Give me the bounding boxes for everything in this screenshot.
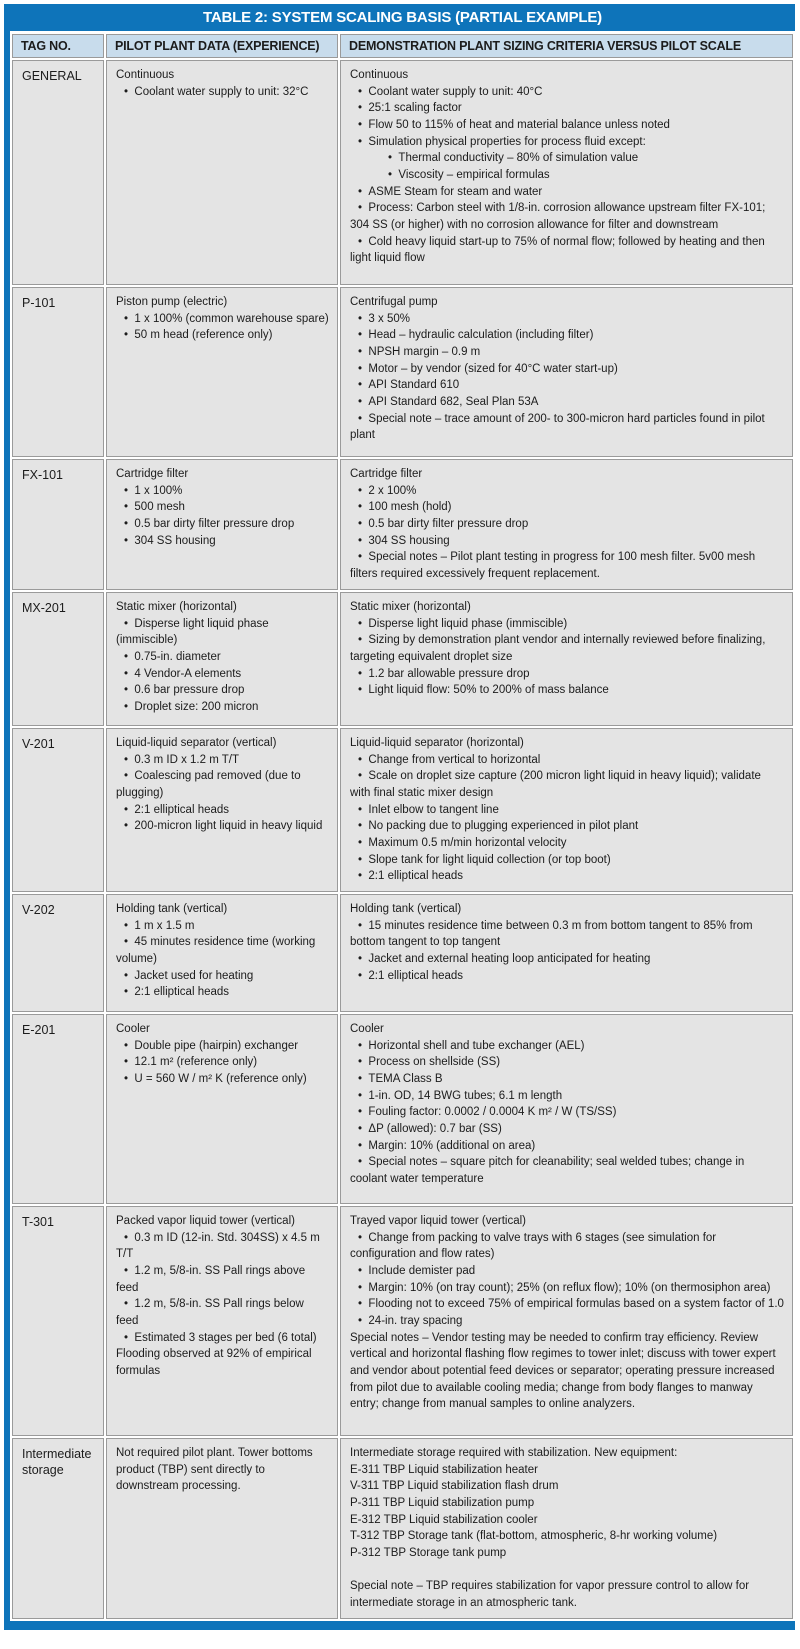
bullet-item: • Special notes – square pitch for cleanability; seal welded tubes; change in coolant water temperature <box>350 1156 745 1186</box>
bullet-item: • Special notes – Pilot plant testing in progress for 100 mesh filter. 5v00 mesh filters required excessively frequent replacement. <box>350 551 756 581</box>
sub-bullet-item: • Thermal conductivity – 80% of simulation value <box>388 152 639 165</box>
tag-cell: FX-101 <box>12 459 104 590</box>
pilot-cell <box>106 459 338 590</box>
table-row <box>12 1438 793 1619</box>
bullet-item: • Fouling factor: 0.0002 / 0.0004 K m² / W (TS/SS) <box>358 1106 617 1119</box>
bullet-item: • Margin: 10% (on tray count); 25% (on reflux flow); 10% (on thermosiphon area) <box>358 1281 771 1294</box>
bullet-item: • 304 SS housing <box>124 534 216 547</box>
bullet-item: • 0.75-in. diameter <box>124 651 221 664</box>
pilot-cell <box>106 287 338 457</box>
bullet-item: • 24-in. tray spacing <box>358 1315 463 1328</box>
bullet-item: • Coolant water supply to unit: 32°C <box>124 85 309 98</box>
bullet-item: • 500 mesh <box>124 501 185 514</box>
bullet-item: • Process on shellside (SS) <box>358 1056 501 1069</box>
demo-cell <box>340 592 793 726</box>
bullet-item: • ΔP (allowed): 0.7 bar (SS) <box>358 1123 502 1136</box>
text-line: Holding tank (vertical) <box>350 903 462 916</box>
table-frame <box>4 4 795 1630</box>
text-line: Packed vapor liquid tower (vertical) <box>116 1215 295 1228</box>
bullet-item: • 0.6 bar pressure drop <box>124 684 245 697</box>
text-line: Continuous <box>350 69 409 81</box>
bullet-item: • No packing due to plugging experienced in pilot plant <box>358 820 639 833</box>
table-row <box>12 1014 793 1204</box>
bullet-item: • 50 m head (reference only) <box>124 329 273 342</box>
text-line: Cartridge filter <box>350 468 423 480</box>
text-line: Special note – TBP requires stabilization for vapor pressure control to allow for intermediate storage in an atmospheric tank. <box>350 1580 750 1610</box>
bullet-item: • Horizontal shell and tube exchanger (AEL) <box>358 1039 585 1052</box>
demo-cell <box>340 1014 793 1204</box>
col-header-tag-no: TAG NO. <box>12 34 104 58</box>
text-line: Cooler <box>116 1023 150 1036</box>
tag-cell: E-201 <box>12 1014 104 1204</box>
header-row <box>12 34 793 58</box>
bullet-item: • Slope tank for light liquid collection (or top boot) <box>358 853 611 866</box>
tag-cell: P-101 <box>12 287 104 457</box>
bullet-item: • Inlet elbow to tangent line <box>358 803 499 816</box>
table-row <box>12 459 793 590</box>
bullet-item: • 0.5 bar dirty filter pressure drop <box>358 518 529 531</box>
pilot-cell <box>106 1206 338 1436</box>
bullet-item: • 304 SS housing <box>358 534 450 547</box>
col-header-pilot-plant-data: PILOT PLANT DATA (EXPERIENCE) <box>106 34 338 58</box>
tag-cell: V-202 <box>12 894 104 1012</box>
bullet-item: • 100 mesh (hold) <box>358 501 452 514</box>
text-line: Centrifugal pump <box>350 296 438 308</box>
table-title: TABLE 2: SYSTEM SCALING BASIS (PARTIAL EXAMPLE) <box>10 4 795 31</box>
bullet-item: • Disperse light liquid phase (immiscible) <box>116 617 269 647</box>
pilot-cell <box>106 1014 338 1204</box>
bullet-item: • API Standard 610 <box>358 379 460 392</box>
text-line: P-312 TBP Storage tank pump <box>350 1547 507 1560</box>
pilot-cell <box>106 728 338 892</box>
bullet-item: • Double pipe (hairpin) exchanger <box>124 1039 299 1052</box>
bullet-item: • Maximum 0.5 m/min horizontal velocity <box>358 837 567 850</box>
text-line: Trayed vapor liquid tower (vertical) <box>350 1215 526 1228</box>
text-line: Liquid-liquid separator (vertical) <box>116 737 277 749</box>
table-row <box>12 287 793 457</box>
table-body <box>12 60 793 1619</box>
scaling-basis-table <box>10 32 795 1621</box>
bullet-item: • Scale on droplet size capture (200 micron light liquid in heavy liquid); validate with final static mixer design <box>350 770 761 800</box>
tag-cell: MX-201 <box>12 592 104 726</box>
bullet-item: • 1 m x 1.5 m <box>124 919 195 932</box>
bullet-item: • 15 minutes residence time between 0.3 m from bottom tangent to 85% from bottom tangent to top tangent <box>350 919 753 949</box>
bullet-item: • 2:1 elliptical heads <box>358 870 464 883</box>
text-line: Not required pilot plant. Tower bottoms product (TBP) sent directly to downstream processing. <box>116 1447 313 1493</box>
bullet-item: • Margin: 10% (additional on area) <box>358 1139 536 1152</box>
tag-cell: V-201 <box>12 728 104 892</box>
demo-cell <box>340 728 793 892</box>
tag-cell: T-301 <box>12 1206 104 1436</box>
text-line: P-311 TBP Liquid stabilization pump <box>350 1497 535 1510</box>
bullet-item: • 1.2 m, 5/8-in. SS Pall rings above feed <box>116 1265 306 1294</box>
text-line: T-312 TBP Storage tank (flat-bottom, atmospheric, 8-hr working volume) <box>350 1530 718 1543</box>
text-line: Static mixer (horizontal) <box>116 601 237 613</box>
demo-cell <box>340 287 793 457</box>
pilot-cell <box>106 894 338 1012</box>
text-line: Intermediate storage required with stabilization. New equipment: <box>350 1447 678 1460</box>
bullet-item: • Light liquid flow: 50% to 200% of mass balance <box>358 684 609 697</box>
bullet-item: • Jacket and external heating loop anticipated for heating <box>358 953 651 966</box>
tag-cell: GENERAL <box>12 60 104 285</box>
demo-cell <box>340 459 793 590</box>
bullet-item: • Flow 50 to 115% of heat and material balance unless noted <box>358 119 670 132</box>
demo-cell <box>340 60 793 285</box>
bullet-item: • Flooding not to exceed 75% of empirical formulas based on a system factor of 1.0 <box>358 1298 784 1311</box>
bullet-item: • ASME Steam for steam and water <box>358 185 543 198</box>
text-line <box>350 1562 784 1579</box>
bullet-item: • 3 x 50% <box>358 312 410 325</box>
demo-cell <box>340 1206 793 1436</box>
table-row <box>12 592 793 726</box>
text-line: E-311 TBP Liquid stabilization heater <box>350 1463 538 1476</box>
demo-cell <box>340 894 793 1012</box>
bullet-item: • Droplet size: 200 micron <box>124 701 259 714</box>
table-row <box>12 728 793 892</box>
text-line: E-312 TBP Liquid stabilization cooler <box>350 1513 538 1526</box>
bullet-item: • 1.2 bar allowable pressure drop <box>358 667 530 680</box>
text-line: Flooding observed at 92% of empirical formulas <box>116 1348 312 1378</box>
bullet-item: • 2 x 100% <box>358 484 417 497</box>
text-line: V-311 TBP Liquid stabilization flash drum <box>350 1480 559 1493</box>
pilot-cell <box>106 592 338 726</box>
bullet-item: • Disperse light liquid phase (immiscible) <box>358 617 568 630</box>
bullet-item: • 12.1 m² (reference only) <box>124 1056 258 1069</box>
text-line: Special notes – Vendor testing may be needed to confirm tray efficiency. Review vertical and horizontal flashing flow regimes to tower inlet; discuss with tower expert and vendor about potential feed devices or separator; operating pressure increased from pilot due to available cooling media; change from body flanges to manway entry; change from manual samples to online analyzers. <box>350 1331 776 1411</box>
bullet-item: • 0.5 bar dirty filter pressure drop <box>124 518 295 531</box>
bullet-item: • 2:1 elliptical heads <box>124 986 230 999</box>
bullet-item: • U = 560 W / m² K (reference only) <box>124 1073 307 1086</box>
bullet-item: • 2:1 elliptical heads <box>124 803 230 816</box>
text-line: Cartridge filter <box>116 468 189 480</box>
bullet-item: • Coalescing pad removed (due to plugging) <box>116 770 301 800</box>
bullet-item: • Special note – trace amount of 200- to 300-micron hard particles found in pilot plant <box>350 412 765 442</box>
text-line: Static mixer (horizontal) <box>350 601 471 613</box>
bullet-item: • 2:1 elliptical heads <box>358 969 464 982</box>
bullet-item: • Jacket used for heating <box>124 969 254 982</box>
bullet-item: • Include demister pad <box>358 1265 476 1278</box>
bullet-item: • 1-in. OD, 14 BWG tubes; 6.1 m length <box>358 1089 563 1102</box>
bullet-item: • 4 Vendor-A elements <box>124 667 242 680</box>
bullet-item: • Motor – by vendor (sized for 40°C water start-up) <box>358 362 618 375</box>
bullet-item: • 1 x 100% <box>124 484 183 497</box>
table-row <box>12 894 793 1012</box>
tag-cell: Intermediate storage <box>12 1438 104 1619</box>
table-row <box>12 1206 793 1436</box>
demo-cell <box>340 1438 793 1619</box>
bullet-item: • 25:1 scaling factor <box>358 102 462 115</box>
bullet-item: • NPSH margin – 0.9 m <box>358 346 481 359</box>
bullet-item: • 0.3 m ID x 1.2 m T/T <box>124 753 240 766</box>
text-line: Piston pump (electric) <box>116 296 228 308</box>
bullet-item: • Coolant water supply to unit: 40°C <box>358 85 543 98</box>
table-row <box>12 60 793 285</box>
pilot-cell <box>106 60 338 285</box>
pilot-cell <box>106 1438 338 1619</box>
text-line: Liquid-liquid separator (horizontal) <box>350 737 524 749</box>
bullet-item: • 0.3 m ID (12-in. Std. 304SS) x 4.5 m T/T <box>116 1231 320 1261</box>
text-line: Continuous <box>116 69 175 81</box>
bullet-item: • Simulation physical properties for process fluid except: <box>358 135 646 148</box>
bullet-item: • Change from vertical to horizontal <box>358 753 541 766</box>
bullet-item: • 1 x 100% (common warehouse spare) <box>124 312 329 325</box>
sub-bullet-item: • Viscosity – empirical formulas <box>388 169 550 182</box>
bullet-item: • 1.2 m, 5/8-in. SS Pall rings below feed <box>116 1298 304 1328</box>
bullet-item: • Change from packing to valve trays with 6 stages (see simulation for configuration and flow rates) <box>350 1231 717 1261</box>
bullet-item: • TEMA Class B <box>358 1073 443 1086</box>
bullet-item: • Head – hydraulic calculation (including filter) <box>358 329 594 342</box>
col-header-demonstration-criteria: DEMONSTRATION PLANT SIZING CRITERIA VERSUS PILOT SCALE <box>340 34 793 58</box>
bullet-item: • 200-micron light liquid in heavy liquid <box>124 820 323 833</box>
text-line: Cooler <box>350 1023 384 1036</box>
bullet-item: • API Standard 682, Seal Plan 53A <box>358 396 539 409</box>
bullet-item: • Process: Carbon steel with 1/8-in. corrosion allowance upstream filter FX-101; 304 SS (or higher) with no corrosion allowance for filter and downstream <box>350 202 766 232</box>
bullet-item: • 45 minutes residence time (working volume) <box>116 936 316 966</box>
bullet-item: • Estimated 3 stages per bed (6 total) <box>124 1331 317 1344</box>
bullet-item: • Sizing by demonstration plant vendor and internally reviewed before finalizing, targeting equivalent droplet size <box>350 634 766 664</box>
bullet-item: • Cold heavy liquid start-up to 75% of normal flow; followed by heating and then light liquid flow <box>350 235 765 265</box>
text-line: Holding tank (vertical) <box>116 903 228 916</box>
